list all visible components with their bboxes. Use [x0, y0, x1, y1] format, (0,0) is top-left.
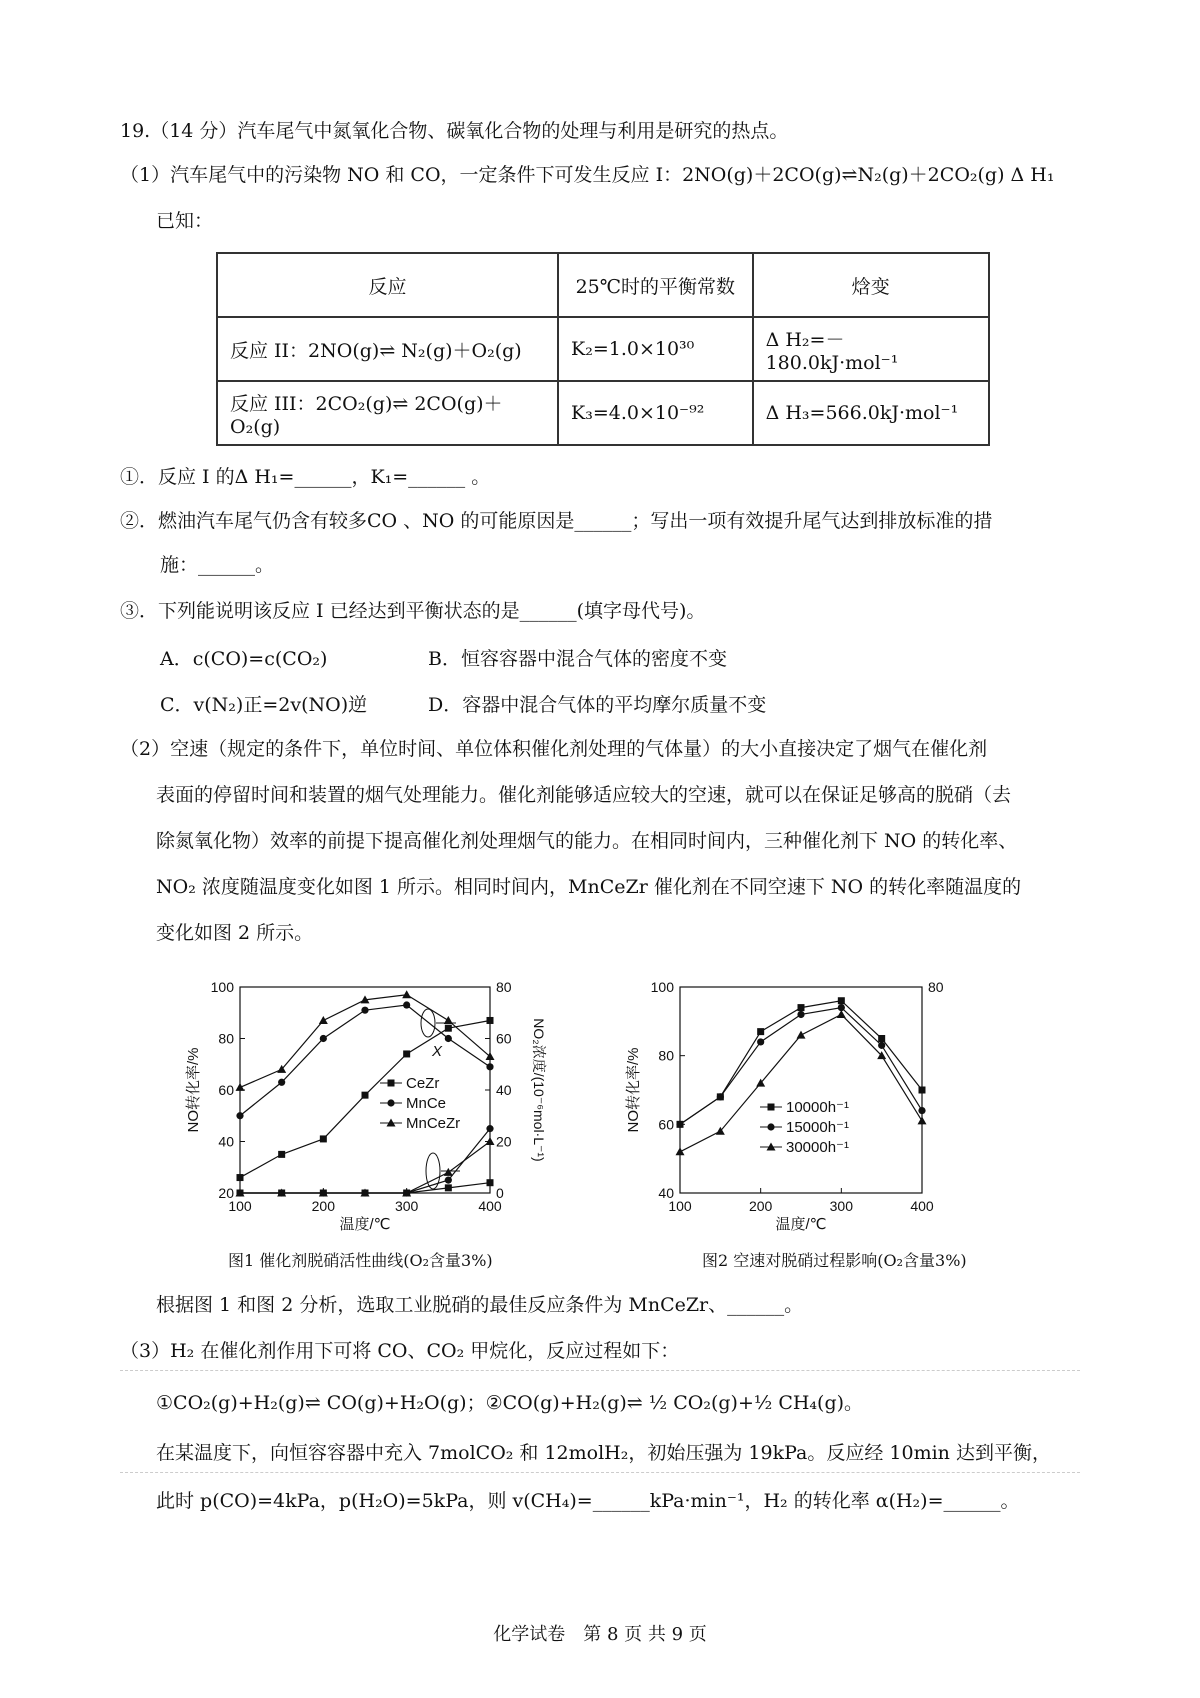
data-point	[278, 1079, 285, 1086]
divider	[120, 1472, 1080, 1473]
data-point	[445, 1177, 452, 1184]
data-point	[919, 1087, 926, 1094]
y-tick-label: 100	[210, 979, 234, 995]
y2-tick-label: 20	[496, 1133, 512, 1150]
data-point	[717, 1093, 724, 1100]
legend-marker	[387, 1099, 394, 1106]
part-1-intro: （1）汽车尾气中的污染物 NO 和 CO，一定条件下可发生反应 I：2NO(g)＋2CO(g)⇌N₂(g)＋2CO₂(g) Δ H₁	[120, 164, 1055, 186]
question-1-1: ①．反应 I 的Δ H₁=______，K₁=______ 。	[120, 466, 491, 488]
data-point	[361, 1007, 368, 1014]
figure-1-caption: 图1 催化剂脱硝活性曲线(O₂含量3%)	[228, 1251, 493, 1270]
data-point	[403, 1001, 410, 1008]
data-point	[487, 1179, 494, 1186]
data-point	[676, 1121, 683, 1128]
data-point	[487, 1017, 494, 1024]
option-d: D．容器中混合气体的平均摩尔质量不变	[428, 694, 767, 716]
plot-frame	[240, 987, 490, 1193]
part-3-line-1: （3）H₂ 在催化剂作用下可将 CO、CO₂ 甲烷化，反应过程如下：	[120, 1340, 680, 1362]
data-point	[237, 1174, 244, 1181]
x-tick-label: 100	[228, 1198, 252, 1214]
y-tick-label: 20	[218, 1185, 234, 1201]
series-line	[240, 1005, 490, 1116]
option-a: A．c(CO)=c(CO₂)	[160, 648, 328, 670]
known-label: 已知：	[156, 210, 214, 232]
y-tick-label: 40	[658, 1185, 674, 1201]
data-point	[445, 1025, 452, 1032]
y-axis-label: NO转化率/%	[625, 1047, 642, 1133]
table-cell: Δ H₂=－180.0kJ·mol⁻¹	[753, 317, 989, 381]
data-point	[878, 1042, 885, 1049]
option-b: B．恒容容器中混合气体的密度不变	[428, 648, 727, 670]
data-point	[320, 1135, 327, 1142]
y-tick-label: 60	[218, 1082, 234, 1098]
question-1-3: ③．下列能说明该反应 I 已经达到平衡状态的是______(填字母代号)。	[120, 600, 706, 622]
reaction-table	[216, 252, 990, 446]
y-axis-label: NO转化率/%	[185, 1047, 202, 1133]
table-header-cell: 焓变	[753, 253, 989, 317]
data-point	[402, 990, 411, 998]
legend-label: MnCe	[406, 1095, 447, 1112]
table-row	[217, 381, 989, 445]
figure-2-chart	[625, 955, 1040, 1255]
y-tick-label: 80	[658, 1047, 674, 1064]
question-19-title: 19.（14 分）汽车尾气中氮氧化合物、碳氧化合物的处理与利用是研究的热点。	[120, 120, 789, 142]
part-2-line-4: NO₂ 浓度随温度变化如图 1 所示。相同时间内，MnCeZr 催化剂在不同空速下 NO 的转化率随温度的	[156, 876, 1022, 898]
data-point	[486, 1125, 493, 1132]
data-point	[797, 1011, 804, 1018]
data-point	[797, 1031, 806, 1039]
part-3-reactions: ①CO₂(g)+H₂(g)⇌ CO(g)+H₂O(g)；②CO(g)+H₂(g)⇌ ½ CO₂(g)+½ CH₄(g)。	[156, 1392, 864, 1414]
y2-tick-label: 60	[496, 1030, 512, 1047]
x-tick-label: 300	[394, 1198, 419, 1214]
x-tick-label: 300	[829, 1198, 854, 1214]
data-point	[918, 1107, 925, 1114]
part-3-line-3: 此时 p(CO)=4kPa，p(H₂O)=5kPa，则 v(CH₄)=______kPa·min⁻¹，H₂ 的转化率 α(H₂)=______。	[156, 1490, 1020, 1512]
y2-tick-label: 0	[496, 1185, 504, 1201]
data-point	[878, 1035, 885, 1042]
x-tick-label: 400	[910, 1198, 934, 1214]
data-point	[445, 1184, 452, 1191]
table-cell: Δ H₃=566.0kJ·mol⁻¹	[753, 381, 989, 445]
annotation-label: X	[432, 1043, 443, 1060]
y2-tick-label: 80	[496, 979, 512, 995]
legend-label: 10000h⁻¹	[786, 1099, 849, 1116]
data-point	[486, 1063, 493, 1070]
table-header-cell: 25℃时的平衡常数	[558, 253, 753, 317]
part-2-line-3: 除氮氧化物）效率的前提下提高催化剂处理烟气的能力。在相同时间内，三种催化剂下 NO 的转化率、	[156, 830, 1018, 852]
data-point	[236, 1083, 245, 1091]
data-point	[403, 1050, 410, 1057]
table-row	[217, 317, 989, 381]
x-axis-label: 温度/℃	[775, 1216, 827, 1233]
part-3-line-2: 在某温度下，向恒容容器中充入 7molCO₂ 和 12molH₂，初始压强为 19kPa。反应经 10min 达到平衡，	[156, 1442, 1051, 1464]
figure-2-caption: 图2 空速对脱硝过程影响(O₂含量3%)	[702, 1251, 967, 1270]
table-cell: 反应 III：2CO₂(g)⇌ 2CO(g)＋O₂(g)	[217, 381, 558, 445]
data-point	[320, 1035, 327, 1042]
question-1-2-line-1: ②．燃油汽车尾气仍含有较多CO 、NO 的可能原因是______；写出一项有效提升尾气达到排放标准的措	[120, 510, 993, 532]
y-tick-label: 100	[650, 979, 674, 995]
y2-axis-label: NO₂浓度/(10⁻⁶mol·L⁻¹)	[531, 1018, 547, 1162]
data-point	[278, 1151, 285, 1158]
data-point	[757, 1028, 764, 1035]
data-point	[798, 1004, 805, 1011]
y2-tick-label: 40	[496, 1082, 512, 1098]
data-point	[362, 1092, 369, 1099]
table-header-cell: 反应	[217, 253, 558, 317]
annotation-ellipse	[421, 1009, 435, 1037]
data-point	[918, 1116, 927, 1124]
x-tick-label: 200	[311, 1198, 336, 1214]
x-tick-label: 200	[748, 1198, 773, 1214]
series-line	[240, 1129, 490, 1193]
y2-tick-label: 80	[928, 979, 944, 995]
data-point	[444, 1168, 453, 1176]
y-tick-label: 40	[218, 1133, 234, 1150]
data-point	[445, 1035, 452, 1042]
figure-1-chart	[180, 955, 600, 1255]
series-line	[240, 1142, 490, 1194]
x-tick-label: 100	[668, 1198, 692, 1214]
legend-label: CeZr	[406, 1075, 440, 1092]
question-1-2-line-2: 施：______。	[160, 554, 275, 576]
legend-marker	[767, 1123, 774, 1130]
data-point	[319, 1016, 328, 1024]
part-2-line-1: （2）空速（规定的条件下，单位时间、单位体积催化剂处理的气体量）的大小直接决定了烟气在催化剂	[120, 738, 988, 760]
legend-label: 15000h⁻¹	[786, 1119, 849, 1136]
part-2-line-2: 表面的停留时间和装置的烟气处理能力。催化剂能够适应较大的空速，就可以在保证足够高的脱硝（去	[156, 784, 1012, 806]
table-cell: 反应 II：2NO(g)⇌ N₂(g)＋O₂(g)	[217, 317, 558, 381]
table-cell: K₃=4.0×10⁻⁹²	[558, 381, 753, 445]
data-point	[236, 1112, 243, 1119]
part-2-line-5: 变化如图 2 所示。	[156, 922, 314, 944]
table-cell: K₂=1.0×10³⁰	[558, 317, 753, 381]
series-line	[240, 1020, 490, 1177]
data-point	[838, 997, 845, 1004]
annotation-ellipse	[426, 1153, 440, 1189]
legend-marker	[768, 1104, 775, 1111]
question-2: 根据图 1 和图 2 分析，选取工业脱硝的最佳反应条件为 MnCeZr、______。	[156, 1294, 804, 1316]
x-axis-label: 温度/℃	[339, 1216, 391, 1233]
data-point	[757, 1038, 764, 1045]
legend-label: MnCeZr	[406, 1115, 461, 1132]
y-tick-label: 80	[218, 1030, 234, 1047]
divider	[120, 1370, 1080, 1371]
data-point	[676, 1147, 685, 1155]
table-header-row	[217, 253, 989, 317]
option-c: C．v(N₂)正=2v(NO)逆	[160, 694, 368, 716]
legend-label: 30000h⁻¹	[786, 1139, 849, 1156]
legend-marker	[388, 1080, 395, 1087]
x-tick-label: 400	[478, 1198, 502, 1214]
page-footer: 化学试卷 第 8 页 共 9 页	[493, 1624, 707, 1645]
y-tick-label: 60	[658, 1116, 674, 1133]
